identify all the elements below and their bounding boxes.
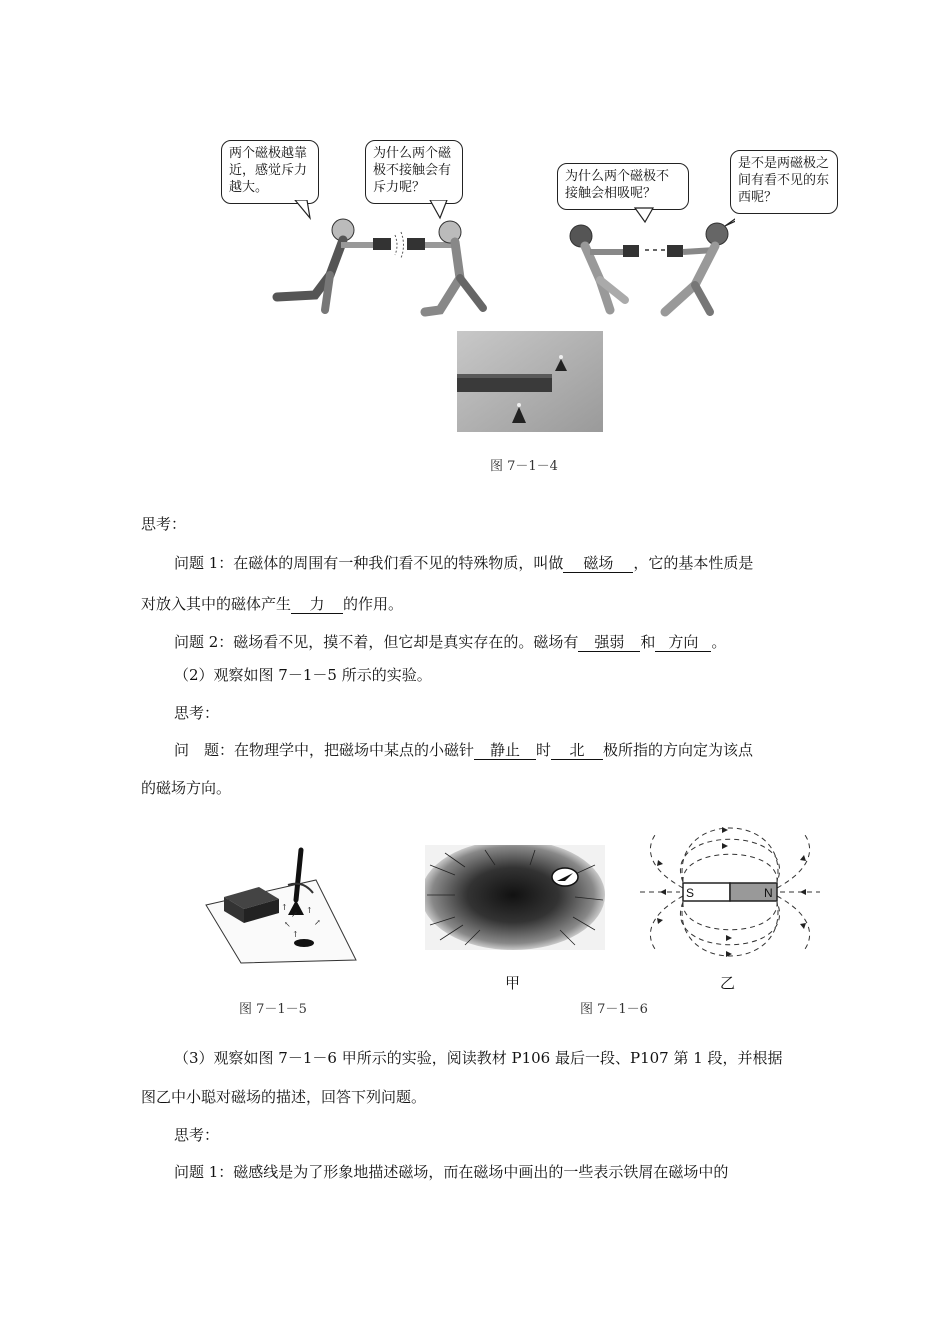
section-3-intro-line-1: （3）观察如图 7－1－6 甲所示的实验，阅读教材 P106 最后一段、P107 第 1 段，并根据 bbox=[174, 1049, 783, 1067]
magnetic-field-lines-figure bbox=[640, 820, 820, 970]
section-2-question: 问 题：在物理学中，把磁场中某点的小磁针 静止 时 北 极所指的方向定为该点 bbox=[174, 741, 754, 759]
answer-blank: 静止 bbox=[474, 741, 536, 760]
magnet-n-pole-label: N bbox=[764, 886, 773, 900]
magnet-s-pole-label: S bbox=[686, 886, 695, 900]
answer-blank: 磁场 bbox=[563, 554, 633, 573]
bubble-1-text: 两个磁极越靠近，感觉斥力越大。 bbox=[229, 146, 308, 195]
think-label-2: 思考： bbox=[174, 704, 220, 722]
answer-blank: 强弱 bbox=[578, 633, 640, 652]
speech-bubble-4 bbox=[730, 150, 838, 214]
fig-7-1-4-caption: 图 7－1－4 bbox=[490, 459, 558, 474]
svg-text:↑: ↑ bbox=[292, 930, 299, 939]
cartoon-illustration bbox=[255, 200, 735, 325]
question-1-line-1: 问题 1：在磁体的周围有一种我们看不见的特殊物质，叫做 磁场 ，它的基本性质是 bbox=[174, 554, 754, 572]
compass-experiment-figure bbox=[196, 845, 366, 975]
think-label-1: 思考： bbox=[141, 515, 187, 533]
magnet-photo bbox=[457, 331, 603, 432]
question-2: 问题 2：磁场看不见，摸不着，但它却是真实存在的。磁场有 强弱 和 方向 。 bbox=[174, 633, 727, 651]
answer-blank: 方向 bbox=[655, 633, 711, 652]
fig-7-1-5-caption: 图 7－1－5 bbox=[239, 1002, 307, 1017]
svg-text:↑: ↑ bbox=[306, 906, 313, 915]
fig-7-1-6-caption: 图 7－1－6 bbox=[580, 1002, 648, 1017]
svg-text:↖: ↖ bbox=[284, 920, 291, 929]
question-1-line-2: 对放入其中的磁体产生 力 的作用。 bbox=[141, 595, 404, 613]
section-3-question-1: 问题 1：磁感线是为了形象地描述磁场，而在磁场中画出的一些表示铁屑在磁场中的 bbox=[174, 1163, 729, 1181]
bubble-3-text: 为什么两个磁极不接触会相吸呢？ bbox=[565, 169, 670, 201]
label-jia: 甲 bbox=[505, 974, 521, 992]
think-label-3: 思考： bbox=[174, 1126, 220, 1144]
bubble-2-text: 为什么两个磁极不接触会有斥力呢？ bbox=[373, 146, 452, 195]
speech-bubble-1 bbox=[221, 140, 319, 204]
svg-text:↑: ↑ bbox=[281, 903, 288, 912]
iron-filings-figure bbox=[425, 845, 605, 950]
answer-blank: 北 bbox=[551, 741, 603, 760]
section-2-question-line-2: 的磁场方向。 bbox=[141, 779, 232, 797]
section-2-intro: （2）观察如图 7－1－5 所示的实验。 bbox=[174, 666, 432, 684]
speech-bubble-2 bbox=[365, 140, 463, 204]
svg-text:↗: ↗ bbox=[291, 910, 298, 919]
label-yi: 乙 bbox=[720, 974, 736, 992]
bubble-4-text: 是不是两磁极之间有看不见的东西呢？ bbox=[738, 156, 830, 205]
answer-blank: 力 bbox=[291, 595, 343, 614]
section-3-intro-line-2: 图乙中小聪对磁场的描述，回答下列问题。 bbox=[141, 1088, 427, 1106]
svg-text:↗: ↗ bbox=[314, 918, 321, 927]
